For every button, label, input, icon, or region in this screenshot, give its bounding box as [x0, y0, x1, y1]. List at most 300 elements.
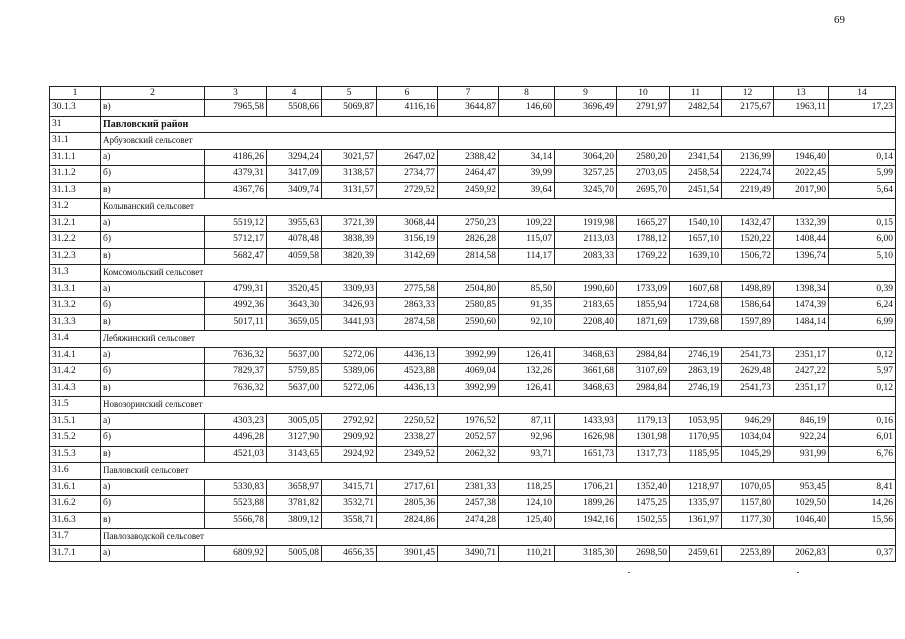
value-cell: 1626,98 [555, 430, 617, 447]
value-cell: 3721,39 [322, 215, 377, 232]
value-cell: 5,99 [829, 166, 896, 183]
row-variant: а) [101, 347, 205, 364]
value-cell: 2388,42 [438, 149, 499, 166]
value-cell: 1942,16 [555, 512, 617, 529]
table-row [50, 364, 896, 381]
value-cell: 1218,97 [670, 479, 722, 496]
value-cell: 2052,57 [438, 430, 499, 447]
value-cell: 2458,54 [670, 166, 722, 183]
table-row [50, 347, 896, 364]
value-cell: 3643,30 [267, 298, 322, 315]
value-cell: 1177,30 [722, 512, 774, 529]
value-cell: 1046,40 [774, 512, 829, 529]
value-cell: 5330,83 [205, 479, 267, 496]
council-row [50, 199, 896, 216]
value-cell: 1029,50 [774, 496, 829, 513]
table-row [50, 545, 896, 562]
value-cell: 1045,29 [722, 446, 774, 463]
value-cell: 1899,26 [555, 496, 617, 513]
value-cell: 146,60 [499, 100, 555, 117]
row-code: 31.5.1 [50, 413, 101, 430]
value-cell: 3426,93 [322, 298, 377, 315]
value-cell: 1070,05 [722, 479, 774, 496]
value-cell: 2775,58 [377, 281, 438, 298]
column-header: 7 [438, 87, 499, 100]
value-cell: 3644,87 [438, 100, 499, 117]
value-cell: 2909,92 [322, 430, 377, 447]
council-name: Павловский сельсовет [101, 463, 896, 480]
value-cell: 3021,57 [322, 149, 377, 166]
table-row [50, 496, 896, 513]
table-row [50, 512, 896, 529]
value-cell: 5759,85 [267, 364, 322, 381]
value-cell: 2338,27 [377, 430, 438, 447]
value-cell: 1651,73 [555, 446, 617, 463]
district-name: Павловский район [101, 116, 896, 133]
value-cell: 3138,57 [322, 166, 377, 183]
table-row [50, 281, 896, 298]
value-cell: 2703,05 [617, 166, 670, 183]
row-code: 31.3.1 [50, 281, 101, 298]
value-cell: 0,12 [829, 347, 896, 364]
value-cell: 3468,63 [555, 347, 617, 364]
value-cell: 2750,23 [438, 215, 499, 232]
value-cell: 3245,70 [555, 182, 617, 199]
value-cell: 6,00 [829, 232, 896, 249]
value-cell: 6,99 [829, 314, 896, 331]
value-cell: 1706,21 [555, 479, 617, 496]
council-row [50, 463, 896, 480]
value-cell: 1034,04 [722, 430, 774, 447]
value-cell: 92,10 [499, 314, 555, 331]
value-cell: 5,10 [829, 248, 896, 265]
value-cell: 7965,58 [205, 100, 267, 117]
column-header: 1 [50, 87, 101, 100]
value-cell: 114,17 [499, 248, 555, 265]
row-variant: а) [101, 215, 205, 232]
value-cell: 0,14 [829, 149, 896, 166]
value-cell: 2814,58 [438, 248, 499, 265]
value-cell: 125,40 [499, 512, 555, 529]
value-cell: 110,21 [499, 545, 555, 562]
value-cell: 2482,54 [670, 100, 722, 117]
value-cell: 6,76 [829, 446, 896, 463]
value-cell: 2022,45 [774, 166, 829, 183]
column-header: 10 [617, 87, 670, 100]
council-code: 31.3 [50, 265, 101, 282]
council-name: Павлозаводской сельсовет [101, 529, 896, 546]
value-cell: 931,99 [774, 446, 829, 463]
value-cell: 39,99 [499, 166, 555, 183]
column-header: 14 [829, 87, 896, 100]
value-cell: 4303,23 [205, 413, 267, 430]
council-row [50, 397, 896, 414]
row-variant: в) [101, 182, 205, 199]
table-row [50, 232, 896, 249]
table-row [50, 182, 896, 199]
value-cell: 1607,68 [670, 281, 722, 298]
table-row [50, 100, 896, 117]
row-code: 31.4.1 [50, 347, 101, 364]
value-cell: 1498,89 [722, 281, 774, 298]
row-code: 31.3.3 [50, 314, 101, 331]
value-cell: 1639,10 [670, 248, 722, 265]
value-cell: 3955,63 [267, 215, 322, 232]
row-variant: б) [101, 232, 205, 249]
value-cell: 2717,61 [377, 479, 438, 496]
value-cell: 1433,93 [555, 413, 617, 430]
column-header: 12 [722, 87, 774, 100]
value-cell: 2457,38 [438, 496, 499, 513]
value-cell: 4992,36 [205, 298, 267, 315]
council-code: 31.2 [50, 199, 101, 216]
column-header: 5 [322, 87, 377, 100]
value-cell: 1788,12 [617, 232, 670, 249]
column-header: 11 [670, 87, 722, 100]
value-cell: 3309,93 [322, 281, 377, 298]
tariff-table [49, 86, 896, 562]
value-cell: 2017,90 [774, 182, 829, 199]
district-row [50, 116, 896, 133]
council-code: 31.6 [50, 463, 101, 480]
value-cell: 1053,95 [670, 413, 722, 430]
value-cell: 4656,35 [322, 545, 377, 562]
value-cell: 4367,76 [205, 182, 267, 199]
council-code: 31.1 [50, 133, 101, 150]
value-cell: 1185,95 [670, 446, 722, 463]
value-cell: 3142,69 [377, 248, 438, 265]
value-cell: 0,39 [829, 281, 896, 298]
value-cell: 3659,05 [267, 314, 322, 331]
value-cell: 2136,99 [722, 149, 774, 166]
value-cell: 2746,19 [670, 380, 722, 397]
row-code: 31.1.3 [50, 182, 101, 199]
council-name: Комсомольский сельсовет [101, 265, 896, 282]
value-cell: 92,96 [499, 430, 555, 447]
value-cell: 2341,54 [670, 149, 722, 166]
row-variant: б) [101, 364, 205, 381]
council-code: 31.4 [50, 331, 101, 348]
value-cell: 1408,44 [774, 232, 829, 249]
row-code: 31.1.2 [50, 166, 101, 183]
value-cell: 2459,92 [438, 182, 499, 199]
value-cell: 1657,10 [670, 232, 722, 249]
value-cell: 2224,74 [722, 166, 774, 183]
table-row [50, 166, 896, 183]
value-cell: 1871,69 [617, 314, 670, 331]
value-cell: 3490,71 [438, 545, 499, 562]
column-header: 4 [267, 87, 322, 100]
value-cell: 3441,93 [322, 314, 377, 331]
council-name: Колыванский сельсовет [101, 199, 896, 216]
row-code: 31.5.3 [50, 446, 101, 463]
value-cell: 1157,80 [722, 496, 774, 513]
value-cell: 3107,69 [617, 364, 670, 381]
value-cell: 93,71 [499, 446, 555, 463]
value-cell: 2590,60 [438, 314, 499, 331]
value-cell: 1301,98 [617, 430, 670, 447]
value-cell: 2062,32 [438, 446, 499, 463]
row-code: 31.6.2 [50, 496, 101, 513]
value-cell: 0,16 [829, 413, 896, 430]
row-variant: а) [101, 281, 205, 298]
value-cell: 2580,85 [438, 298, 499, 315]
value-cell: 1769,22 [617, 248, 670, 265]
value-cell: 953,45 [774, 479, 829, 496]
value-cell: 3661,68 [555, 364, 617, 381]
value-cell: 3257,25 [555, 166, 617, 183]
column-header: 6 [377, 87, 438, 100]
value-cell: 5005,08 [267, 545, 322, 562]
value-cell: 15,56 [829, 512, 896, 529]
value-cell: 1432,47 [722, 215, 774, 232]
value-cell: 1946,40 [774, 149, 829, 166]
value-cell: 922,24 [774, 430, 829, 447]
value-cell: 39,64 [499, 182, 555, 199]
value-cell: 0,37 [829, 545, 896, 562]
value-cell: 4436,13 [377, 347, 438, 364]
value-cell: 2113,03 [555, 232, 617, 249]
value-cell: 2746,19 [670, 347, 722, 364]
council-row [50, 331, 896, 348]
table-row [50, 215, 896, 232]
value-cell: 846,19 [774, 413, 829, 430]
value-cell: 2351,17 [774, 347, 829, 364]
value-cell: 1396,74 [774, 248, 829, 265]
value-cell: 2464,47 [438, 166, 499, 183]
row-variant: а) [101, 545, 205, 562]
value-cell: 4078,48 [267, 232, 322, 249]
value-cell: 3294,24 [267, 149, 322, 166]
value-cell: 2863,33 [377, 298, 438, 315]
value-cell: 3131,57 [322, 182, 377, 199]
value-cell: 7636,32 [205, 380, 267, 397]
value-cell: 2253,89 [722, 545, 774, 562]
value-cell: 2062,83 [774, 545, 829, 562]
council-name: Лебяжинский сельсовет [101, 331, 896, 348]
value-cell: 1540,10 [670, 215, 722, 232]
row-variant: б) [101, 166, 205, 183]
value-cell: 2459,61 [670, 545, 722, 562]
value-cell: 1502,55 [617, 512, 670, 529]
value-cell: 3520,45 [267, 281, 322, 298]
value-cell: 946,29 [722, 413, 774, 430]
value-cell: 1484,14 [774, 314, 829, 331]
table-header-row [50, 87, 896, 100]
council-row [50, 529, 896, 546]
value-cell: 2805,36 [377, 496, 438, 513]
value-cell: 85,50 [499, 281, 555, 298]
value-cell: 118,25 [499, 479, 555, 496]
value-cell: 3809,12 [267, 512, 322, 529]
column-header: 13 [774, 87, 829, 100]
value-cell: 2183,65 [555, 298, 617, 315]
council-code: 31.5 [50, 397, 101, 414]
value-cell: 2984,84 [617, 347, 670, 364]
value-cell: 2792,92 [322, 413, 377, 430]
value-cell: 3068,44 [377, 215, 438, 232]
column-header: 8 [499, 87, 555, 100]
value-cell: 2083,33 [555, 248, 617, 265]
value-cell: 3468,63 [555, 380, 617, 397]
value-cell: 1506,72 [722, 248, 774, 265]
value-cell: 34,14 [499, 149, 555, 166]
value-cell: 3558,71 [322, 512, 377, 529]
value-cell: 1855,94 [617, 298, 670, 315]
value-cell: 3409,74 [267, 182, 322, 199]
value-cell: 1335,97 [670, 496, 722, 513]
value-cell: 3415,71 [322, 479, 377, 496]
value-cell: 0,12 [829, 380, 896, 397]
value-cell: 2826,28 [438, 232, 499, 249]
value-cell: 1520,22 [722, 232, 774, 249]
value-cell: 4116,16 [377, 100, 438, 117]
row-variant: б) [101, 496, 205, 513]
value-cell: 3185,30 [555, 545, 617, 562]
row-variant: в) [101, 314, 205, 331]
value-cell: 5682,47 [205, 248, 267, 265]
value-cell: 124,10 [499, 496, 555, 513]
value-cell: 3901,45 [377, 545, 438, 562]
row-variant: в) [101, 380, 205, 397]
row-code: 31.7.1 [50, 545, 101, 562]
value-cell: 5566,78 [205, 512, 267, 529]
value-cell: 3781,82 [267, 496, 322, 513]
value-cell: 2474,28 [438, 512, 499, 529]
value-cell: 2381,33 [438, 479, 499, 496]
value-cell: 4379,31 [205, 166, 267, 183]
council-row [50, 133, 896, 150]
value-cell: 109,22 [499, 215, 555, 232]
table-row [50, 430, 896, 447]
value-cell: 2629,48 [722, 364, 774, 381]
value-cell: 4186,26 [205, 149, 267, 166]
value-cell: 3143,65 [267, 446, 322, 463]
value-cell: 6809,92 [205, 545, 267, 562]
value-cell: 2874,58 [377, 314, 438, 331]
table-row [50, 479, 896, 496]
value-cell: 126,41 [499, 380, 555, 397]
value-cell: 5389,06 [322, 364, 377, 381]
value-cell: 2208,40 [555, 314, 617, 331]
value-cell: 3696,49 [555, 100, 617, 117]
value-cell: 3005,05 [267, 413, 322, 430]
table-row [50, 413, 896, 430]
table-row [50, 380, 896, 397]
value-cell: 1179,13 [617, 413, 670, 430]
value-cell: 4436,13 [377, 380, 438, 397]
value-cell: 1665,27 [617, 215, 670, 232]
value-cell: 5272,06 [322, 347, 377, 364]
value-cell: 2351,17 [774, 380, 829, 397]
value-cell: 3064,20 [555, 149, 617, 166]
value-cell: 5017,11 [205, 314, 267, 331]
value-cell: 1990,60 [555, 281, 617, 298]
row-variant: а) [101, 413, 205, 430]
value-cell: 4521,03 [205, 446, 267, 463]
scan-marks [0, 572, 905, 578]
value-cell: 3838,39 [322, 232, 377, 249]
value-cell: 5637,00 [267, 347, 322, 364]
table-row [50, 446, 896, 463]
value-cell: 1976,52 [438, 413, 499, 430]
value-cell: 3658,97 [267, 479, 322, 496]
value-cell: 1474,39 [774, 298, 829, 315]
value-cell: 14,26 [829, 496, 896, 513]
row-code: 31.1.1 [50, 149, 101, 166]
value-cell: 3127,90 [267, 430, 322, 447]
value-cell: 5508,66 [267, 100, 322, 117]
value-cell: 4059,58 [267, 248, 322, 265]
value-cell: 126,41 [499, 347, 555, 364]
council-name: Арбузовский сельсовет [101, 133, 896, 150]
value-cell: 1919,98 [555, 215, 617, 232]
value-cell: 3417,09 [267, 166, 322, 183]
value-cell: 4069,04 [438, 364, 499, 381]
value-cell: 2824,86 [377, 512, 438, 529]
row-variant: в) [101, 446, 205, 463]
value-cell: 5,97 [829, 364, 896, 381]
row-variant: а) [101, 149, 205, 166]
value-cell: 1475,25 [617, 496, 670, 513]
value-cell: 2504,80 [438, 281, 499, 298]
value-cell: 2791,97 [617, 100, 670, 117]
value-cell: 1317,73 [617, 446, 670, 463]
value-cell: 8,41 [829, 479, 896, 496]
value-cell: 1586,64 [722, 298, 774, 315]
value-cell: 2541,73 [722, 380, 774, 397]
row-code: 31.6.1 [50, 479, 101, 496]
value-cell: 1733,09 [617, 281, 670, 298]
row-variant: в) [101, 248, 205, 265]
value-cell: 2924,92 [322, 446, 377, 463]
council-row [50, 265, 896, 282]
value-cell: 5712,17 [205, 232, 267, 249]
value-cell: 2698,50 [617, 545, 670, 562]
row-variant: в) [101, 512, 205, 529]
value-cell: 1332,39 [774, 215, 829, 232]
district-code: 31 [50, 116, 101, 133]
value-cell: 2219,49 [722, 182, 774, 199]
value-cell: 5637,00 [267, 380, 322, 397]
value-cell: 3820,39 [322, 248, 377, 265]
value-cell: 7829,37 [205, 364, 267, 381]
value-cell: 1739,68 [670, 314, 722, 331]
value-cell: 3156,19 [377, 232, 438, 249]
column-header: 3 [205, 87, 267, 100]
value-cell: 3532,71 [322, 496, 377, 513]
value-cell: 2647,02 [377, 149, 438, 166]
row-variant: а) [101, 479, 205, 496]
value-cell: 2427,22 [774, 364, 829, 381]
row-code: 31.4.3 [50, 380, 101, 397]
row-code: 31.2.1 [50, 215, 101, 232]
value-cell: 132,26 [499, 364, 555, 381]
value-cell: 2863,19 [670, 364, 722, 381]
table-row [50, 314, 896, 331]
value-cell: 5523,88 [205, 496, 267, 513]
council-code: 31.7 [50, 529, 101, 546]
column-header: 2 [101, 87, 205, 100]
value-cell: 87,11 [499, 413, 555, 430]
value-cell: 0,15 [829, 215, 896, 232]
value-cell: 2541,73 [722, 347, 774, 364]
value-cell: 2451,54 [670, 182, 722, 199]
value-cell: 1597,89 [722, 314, 774, 331]
value-cell: 7636,32 [205, 347, 267, 364]
value-cell: 1398,34 [774, 281, 829, 298]
table-row [50, 298, 896, 315]
